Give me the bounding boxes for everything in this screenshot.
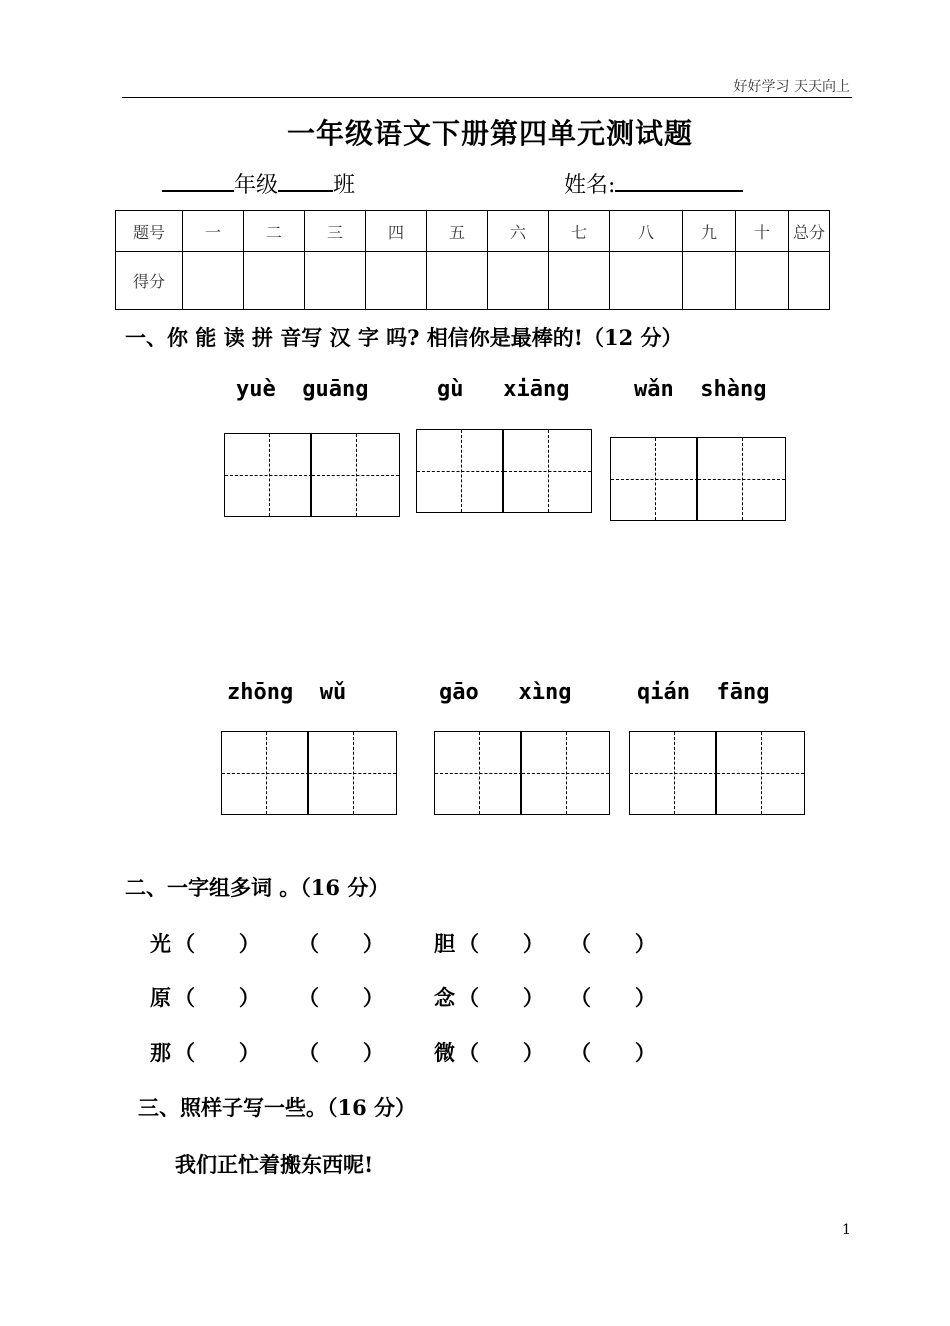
grid-cell[interactable]	[502, 430, 591, 512]
grid-cell[interactable]	[307, 732, 396, 814]
grid-cell[interactable]	[310, 434, 399, 516]
score-header-cell: 七	[549, 211, 610, 252]
score-entry-cell[interactable]	[183, 252, 244, 310]
answer-paren[interactable]: （ ）	[174, 1040, 260, 1065]
writing-grid[interactable]	[434, 731, 610, 815]
word-char: 胆	[434, 931, 455, 956]
section3-title: 三、照样子写一些。（16 分）	[138, 1095, 417, 1120]
score-entry-cell[interactable]	[305, 252, 366, 310]
answer-paren[interactable]: （ ）	[298, 931, 384, 956]
pinyin-label: qián fāng	[637, 680, 770, 705]
score-header-cell: 三	[305, 211, 366, 252]
score-entry-cell[interactable]	[736, 252, 789, 310]
grid-cell[interactable]	[222, 732, 309, 814]
score-entry-cell[interactable]	[789, 252, 830, 310]
answer-paren[interactable]: （ ）	[570, 931, 656, 956]
score-header-cell: 十	[736, 211, 789, 252]
score-entry-cell[interactable]	[427, 252, 488, 310]
score-entry-cell[interactable]	[549, 252, 610, 310]
class-label: 班	[333, 173, 356, 198]
class-blank[interactable]	[278, 170, 333, 192]
score-entry-cell[interactable]	[244, 252, 305, 310]
answer-paren[interactable]: （ ）	[174, 931, 260, 956]
grid-cell[interactable]	[520, 732, 609, 814]
grid-cell[interactable]	[696, 438, 785, 520]
word-char: 光	[150, 931, 171, 956]
score-entry-cell[interactable]	[366, 252, 427, 310]
answer-paren[interactable]: （ ）	[458, 985, 544, 1010]
writing-grid[interactable]	[224, 433, 400, 517]
score-table	[115, 210, 830, 310]
score-entry-cell[interactable]	[610, 252, 683, 310]
header-note: 好好学习 天天向上	[733, 79, 850, 95]
example-sentence: 我们正忙着搬东西呢!	[175, 1152, 374, 1177]
score-header-cell: 四	[366, 211, 427, 252]
grade-label: 年级	[234, 173, 279, 198]
section2-title: 二、一字组多词 。（16 分）	[125, 875, 390, 900]
pinyin-label: zhōng wǔ	[227, 680, 347, 705]
page-title: 一年级语文下册第四单元测试题	[286, 117, 693, 150]
grid-cell[interactable]	[435, 732, 522, 814]
pinyin-label: gāo xìng	[439, 680, 572, 705]
name-line	[564, 168, 743, 199]
name-blank[interactable]	[615, 170, 743, 192]
score-header-cell: 总分	[789, 211, 830, 252]
grade-class-line	[162, 168, 355, 199]
score-table-header-row	[116, 211, 830, 252]
page-number: 1	[842, 1222, 851, 1238]
writing-grid[interactable]	[416, 429, 592, 513]
score-header-cell: 六	[488, 211, 549, 252]
answer-paren[interactable]: （ ）	[570, 985, 656, 1010]
grid-cell[interactable]	[417, 430, 504, 512]
score-table-score-row	[116, 252, 830, 310]
answer-paren[interactable]: （ ）	[458, 931, 544, 956]
answer-paren[interactable]: （ ）	[570, 1040, 656, 1065]
score-entry-cell[interactable]	[488, 252, 549, 310]
answer-paren[interactable]: （ ）	[298, 985, 384, 1010]
writing-grid[interactable]	[629, 731, 805, 815]
answer-paren[interactable]: （ ）	[298, 1040, 384, 1065]
answer-paren[interactable]: （ ）	[174, 985, 260, 1010]
score-header-cell: 二	[244, 211, 305, 252]
word-char: 那	[150, 1040, 171, 1065]
name-label: 姓名:	[564, 173, 616, 198]
pinyin-label: yuè guāng	[236, 377, 369, 402]
grid-cell[interactable]	[630, 732, 717, 814]
word-char: 念	[434, 985, 455, 1010]
writing-grid[interactable]	[610, 437, 786, 521]
answer-paren[interactable]: （ ）	[458, 1040, 544, 1065]
score-header-cell: 一	[183, 211, 244, 252]
score-entry-cell[interactable]	[683, 252, 736, 310]
word-char: 微	[434, 1040, 455, 1065]
score-label-cell: 得分	[116, 252, 183, 310]
grid-cell[interactable]	[225, 434, 312, 516]
score-header-cell: 五	[427, 211, 488, 252]
section1-title: 一、你 能 读 拼 音写 汉 字 吗? 相信你是最棒的!（12 分）	[125, 325, 683, 350]
word-char: 原	[150, 985, 171, 1010]
grid-cell[interactable]	[715, 732, 804, 814]
writing-grid[interactable]	[221, 731, 397, 815]
score-header-cell: 八	[610, 211, 683, 252]
score-header-cell: 题号	[116, 211, 183, 252]
header-rule	[122, 97, 852, 98]
grade-blank[interactable]	[162, 170, 234, 192]
pinyin-label: wǎn shàng	[634, 377, 767, 402]
score-header-cell: 九	[683, 211, 736, 252]
pinyin-label: gù xiāng	[437, 377, 570, 402]
grid-cell[interactable]	[611, 438, 698, 520]
